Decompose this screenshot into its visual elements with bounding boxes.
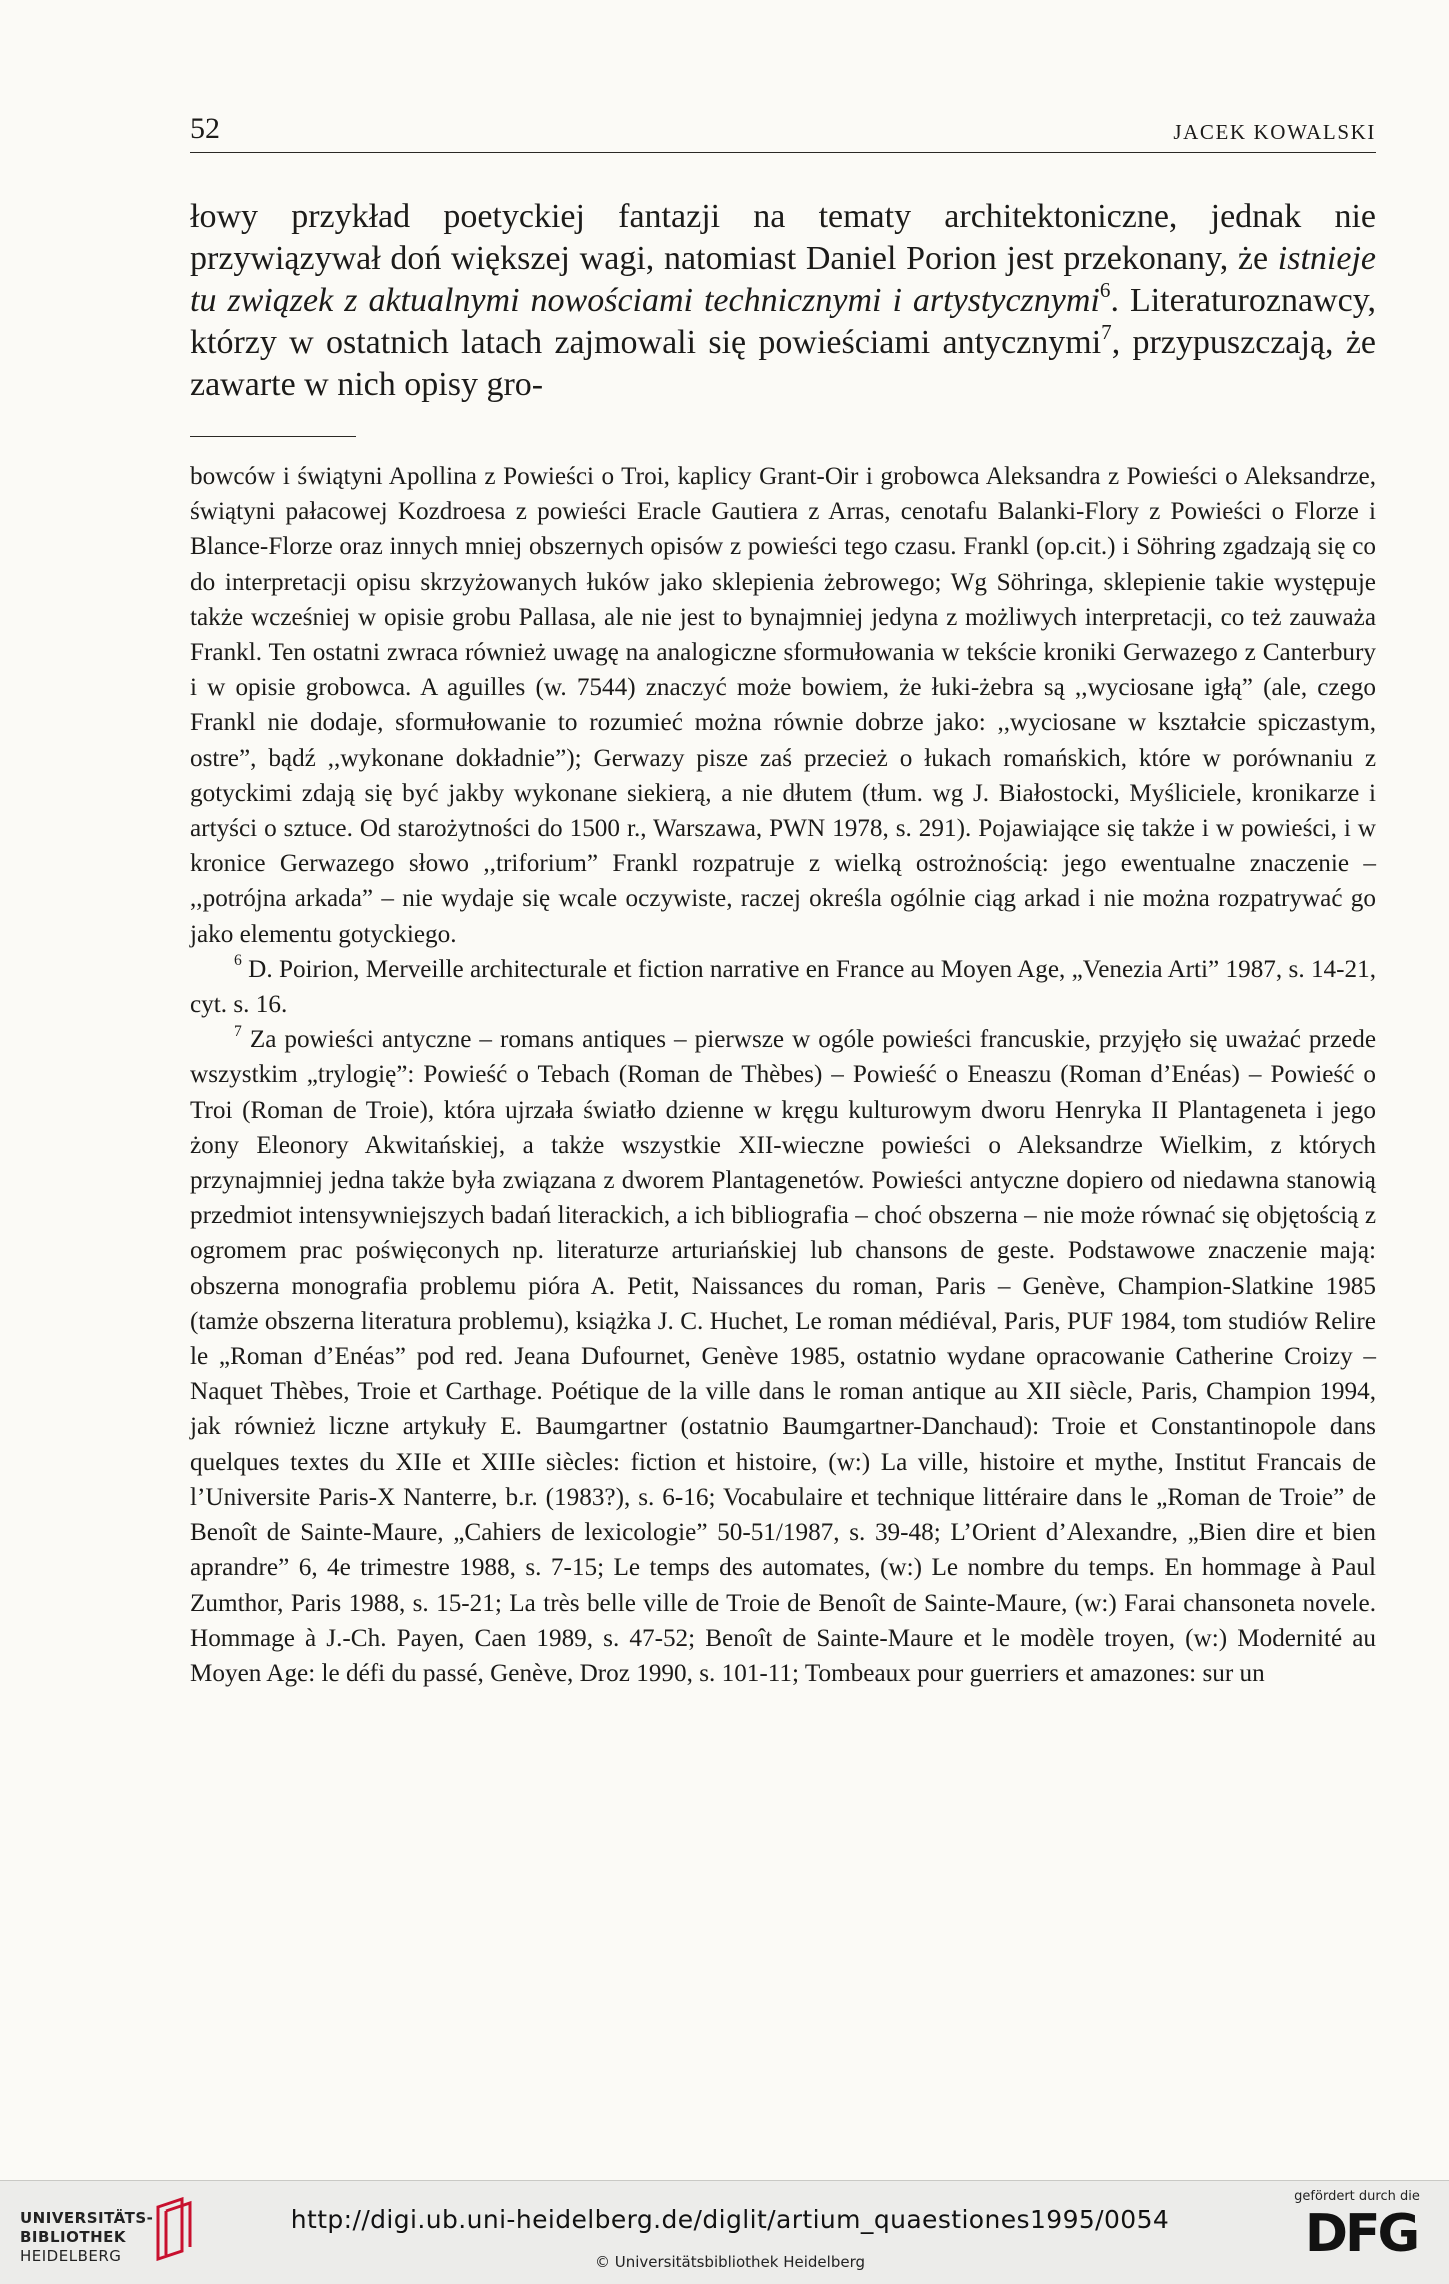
library-name-line3: HEIDELBERG [20,2247,122,2265]
footnote-7-number: 7 [234,1022,242,1040]
running-header [190,108,1376,153]
digitization-footer [0,2180,1449,2284]
page-number: 52 [190,112,220,145]
dfg-logo: DFG [1304,2204,1418,2264]
library-name-line1: UNIVERSITÄTS- [20,2209,154,2227]
footnote-continuation: bowców i świątyni Apollina z Powieści o Troi, kaplicy Grant-Oir i grobowca Aleksandra z Powieści o Aleksandrze, świątyni pałacowej Kozdroesa z powieści Eracle Gautiera z Arras, cenotafu Balanki-Flory z Powieści o Florze i Blance-Florze oraz innych mniej obszernych opisów z powieści tego czasu. Frankl (op.cit.) i Söhring zgadzają się co do interpretacji opisu skrzyżowanych łuków jako sklepienia żebrowego; Wg Söhringa, sklepienie takie występuje także wcześniej w opisie grobu Pallasa, ale nie jest to bynajmniej jedyna z możliwych interpretacji, co też zauważa Frankl. Ten ostatni zwraca również uwagę na analogiczne sformułowania w tekście kroniki Gerwazego z Canterbury i w opisie grobowca. A aguilles (w. 7544) znaczyć może bowiem, że łuki-żebra są ,,wyciosane igłą” (ale, czego Frankl nie dodaje, sformułowanie to rozumieć można równie dobrze jako: ,,wyciosane w kształcie spiczastym, ostre”, bądź ,,wykonane dokładnie”); Gerwazy pisze zaś przecież o łukach romańskich, które w porównaniu z gotyckimi zdają się być jakby wykonane siekierą, a nie dłutem (tłum. wg J. Białostocki, Myśliciele, kronikarze i artyści o sztuce. Od starożytności do 1500 r., Warszawa, PWN 1978, s. 291). Pojawiające się także i w powieści, i w kronice Gerwazego słowo ,,triforium” Frankl rozpatruje z wielką ostrożnością: jego ewentualne znaczenie – ,,potrójna arkada” – nie wydaje się wcale oczywiste, raczej określa ogólnie ciąg arkad i nie można rozpatrywać go jako elementu gotyckiego. [190,463,1376,948]
footnote-ref-6[interactable]: 6 [1099,277,1111,302]
funder-caption: gefördert durch die [1294,2189,1420,2204]
library-name-line2: BIBLIOTHEK [20,2228,126,2246]
footnote-7-text: Za powieści antyczne – romans antiques – pierwsze w ogóle powieści francuskie, przyjęło się uważać przede wszystkim „trylogię”: Powieść o Tebach (Roman de Thèbes) – Powieść o Eneaszu (Roman d’Enéas) – Powieść o Troi (Roman de Troie), która ujrzała światło dzienne w kręgu kulturowym dworu Henryka II Plantageneta i jego żony Eleonory Akwitańskiej, a także wszystkie XII-wieczne powieści o Aleksandrze Wielkim, z których przynajmniej jedna także była związana z dworem Plantagenetów. Powieści antyczne dopiero od niedawna stanowią przedmiot intensywniejszych badań literackich, a ich bibliografia – choć obszerna – nie może równać się objętością z ogromem prac poświęconych np. literaturze arturiańskiej lub chansons de geste. Podstawowe znaczenie mają: obszerna monografia problemu pióra A. Petit, Naissances du roman, Paris – Genève, Champion-Slatkine 1985 (tamże obszerna literatura problemu), książka J. C. Huchet, Le roman médiéval, Paris, PUF 1984, tom studiów Relire le „Roman d’Enéas” pod red. Jeana Dufournet, Genève 1985, ostatnio wydane opracowanie Catherine Croizy – Naquet Thèbes, Troie et Carthage. Poétique de la ville dans le roman antique au XII siècle, Paris, Champion 1994, jak również liczne artykuły E. Baumgartner (ostatnio Baumgartner-Danchaud): Troie et Constantinopole dans quelques textes du XIIe et XIIIe siècles: fiction et histoire, (w:) La ville, histoire et mythe, Institut Francais de l’Universite Paris-X Nanterre, b.r. (1983?), s. 6-16; Vocabulaire et technique littéraire dans le „Roman de Troie” de Benoît de Sainte-Maure, „Cahiers de lexicologie” 50-51/1987, s. 39-48; L’Orient d’Alexandre, „Bien dire et bien aprandre” 6, 4e trimestre 1988, s. 7-15; Le temps des automates, (w:) Le nombre du temps. En hommage à Paul Zumthor, Paris 1988, s. 15-21; La très belle ville de Troie de Benoît de Sainte-Maure, (w:) Farai chansoneta novele. Hommage à J.-Ch. Payen, Caen 1989, s. 47-52; Benoît de Sainte-Maure et le modèle troyen, (w:) Modernité au Moyen Age: le défi du passé, Genève, Droz 1990, s. 101-11; Tombeaux pour guerriers et amazones: sur un [190,1026,1377,1687]
main-text-run-3: , przypuszczają, że zawarte w nich opisy gro- [190,324,1376,403]
dfg-funding-badge [1286,2189,1436,2279]
copyright-notice: © Universitätsbibliothek Heidelberg [594,2253,865,2271]
footnote-7 [190,1022,1376,1691]
main-paragraph [190,196,1376,406]
footnote-6-text: D. Poirion, Merveille architecturale et fiction narrative en France au Moyen Age, „Venezia Arti” 1987, s. 14-21, cyt. s. 16. [190,955,1376,1019]
main-text [190,196,1376,406]
main-text-run-2: . Literaturoznawcy, którzy w ostatnich latach zajmowali się powieściami antycznymi [190,282,1376,361]
footnote-ref-7[interactable]: 7 [1101,319,1112,344]
footnote-6-number: 6 [234,952,242,970]
footnote-6 [190,952,1376,1022]
ub-logo-icon [152,2197,196,2261]
main-text-run-1: łowy przykład poetyckiej fantazji na tematy architektoniczne, jednak nie przywiązywał doń większej wagi, natomiast Daniel Porion jest przekonany, że [190,198,1376,277]
footnotes [190,459,1376,1691]
ub-heidelberg-logo[interactable] [20,2209,190,2269]
main-text-quote: istnieje tu związek z aktualnymi nowościami technicznymi i artystycznymi [190,240,1376,319]
footnote-separator [190,436,356,437]
permalink-url[interactable]: http://digi.ub.uni-heidelberg.de/diglit/artium_quaestiones1995/0054 [290,2205,1170,2234]
running-head-author: JACEK KOWALSKI [1173,120,1376,144]
